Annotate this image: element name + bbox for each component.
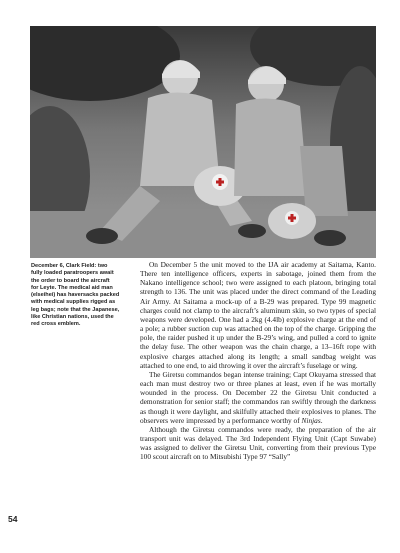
caption-line: the order to board the aircraft [31,277,110,284]
body-paragraph-1: On December 5 the unit moved to the IJA air academy at Saitama, Kanto. There ten intelligence officers, experts in sabotage, joined them from the Nakano intelligence school; two were assigned to each platoon, bringing total strength to 136. The unit was placed under the direct command of the Leading Air Army. At Saitama a mock-up of a B-29 was prepared. Type 99 magnetic charges could not clamp to the aircraft’s aluminum skin, so two types of special weapons were developed. One had a 2kg (4.4lb) explosive charge at the end of a pole; a rubber suction cup was attached on the top of the charge. Gripping the pole, the raider pushed it up under the B-29’s wing, and pulled a cord to ignite the delay fuse. The other weapon was the chain charge, a 13–16ft rope with explosive charges attached along its length; a small sandbag weight was attached to one end, to aid throwing it over the aircraft’s fuselage or wing. [140,260,376,370]
caption-line: for Leyte. The medical aid man [31,284,113,291]
caption-line: red cross emblem. [31,321,81,328]
page-number: 54 [8,514,18,524]
photo-caption [31,263,131,329]
body-text [140,260,376,461]
caption-line: leg bags; note that the Japanese, [31,306,120,313]
body-paragraph-3: Although the Giretsu commandos were ready, the preparation of the air transport unit was delayed. The 3rd Independent Flying Unit (Capt Suwabe) was assigned to deliver the Giretsu Unit, converting from their previous Type 100 scout aircraft on to Mitsubishi Type 97 “Sally” [140,424,376,462]
caption-line: fully loaded paratroopers await [31,270,114,277]
body-paragraph-2-period: . [320,415,323,425]
caption-line: with medical supplies rigged as [31,299,116,306]
body-paragraph-2-ninjas: Ninjas [301,415,321,425]
body-paragraph-2 [140,370,376,425]
caption-line: December 6, Clark Field: two [31,263,108,269]
photo-illustration [30,26,376,258]
photograph-paratroopers [30,26,376,258]
body-paragraph-2-text: The Giretsu commandos began intense training; Capt Okuyama stressed that each man must destroy two or three planes at least, even if he was mortally wounded in the process. On December 22 the Giretsu Unit conducted a demonstration for senior staff; the commandos ran swiftly through the darkness as though it were daylight, and skilfully attached their explosives to planes. The observers were impressed by a performance worthy of [140,369,376,425]
caption-line: like Christian nations, used the [31,314,114,321]
caption-line: (elseihei) has haversacks packed [31,292,120,299]
